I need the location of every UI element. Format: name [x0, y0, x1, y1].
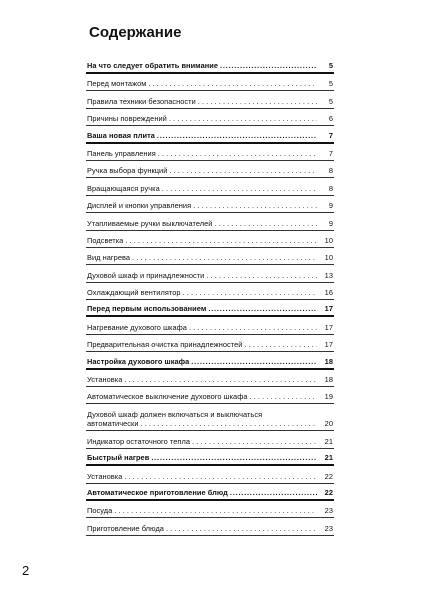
toc-page-number: 10 — [324, 235, 333, 245]
toc-entry-label — [87, 340, 317, 349]
toc-dot-leader — [208, 304, 317, 313]
toc-dot-leader — [249, 392, 317, 401]
toc-entry-label — [87, 219, 317, 228]
toc-entry-row[interactable] — [86, 248, 334, 265]
toc-dot-leader — [214, 219, 317, 228]
toc-entry-text: Приготовление блюда — [87, 523, 164, 533]
toc-dot-leader — [206, 271, 317, 280]
toc-dot-leader — [189, 323, 317, 332]
toc-entry-row[interactable] — [86, 109, 334, 126]
toc-section-row[interactable] — [86, 352, 334, 369]
toc-entry-label — [87, 253, 317, 262]
toc-entry-row[interactable] — [86, 265, 334, 282]
toc-page-number: 8 — [328, 166, 333, 176]
toc-page-number: 21 — [324, 453, 333, 463]
toc-entry-row[interactable] — [86, 431, 334, 448]
toc-entry-row[interactable] — [86, 387, 334, 404]
toc-entry-row[interactable] — [86, 91, 334, 108]
toc-page-number: 17 — [324, 322, 333, 332]
toc-entry-text: Охлаждающий вентилятор — [87, 288, 181, 298]
toc-entry-label — [87, 79, 317, 88]
toc-entry-text: Ваша новая плита — [87, 130, 155, 140]
toc-dot-leader — [183, 288, 317, 297]
toc-entry-label — [87, 97, 317, 106]
toc-dot-leader — [162, 184, 317, 193]
toc-entry-row[interactable] — [86, 466, 334, 483]
toc-dot-leader — [169, 114, 317, 123]
toc-page-number: 5 — [328, 61, 333, 70]
toc-entry-row[interactable] — [86, 213, 334, 230]
toc-dot-leader — [141, 419, 318, 428]
toc-entry-text: Вид нагрева — [87, 253, 131, 263]
toc-entry-text: Духовой шкаф и принадлежности — [87, 270, 205, 280]
toc-page-number: 23 — [324, 523, 333, 533]
toc-entry-row[interactable] — [86, 501, 334, 518]
toc-page-number: 5 — [328, 79, 333, 89]
toc-entry-label — [87, 472, 317, 481]
toc-entry-label — [87, 166, 317, 175]
toc-entry-text: Настройка духового шкафа — [87, 356, 190, 366]
toc-page-number: 13 — [324, 270, 333, 280]
toc-dot-leader — [244, 340, 317, 349]
toc-page-number: 17 — [324, 304, 333, 314]
toc-entry-text: На что следует обратить внимание — [87, 61, 219, 70]
toc-entry-text: Предварительная очистка принадлежностей — [87, 340, 243, 350]
toc-entry-label — [87, 323, 317, 332]
toc-entry-label — [87, 288, 317, 297]
toc-dot-leader — [166, 524, 317, 533]
toc-entry-text: Духовой шкаф должен включаться и выключаться — [87, 410, 263, 420]
toc-entry-text: Причины повреждений — [87, 114, 167, 124]
toc-dot-leader — [132, 253, 317, 262]
toc-entry-text: Утапливаемые ручки выключателей — [87, 218, 213, 228]
toc-entry-text: Нагревание духового шкафа — [87, 322, 187, 332]
toc-entry-row[interactable] — [86, 404, 334, 431]
toc-entry-label — [87, 114, 317, 123]
toc-section-row[interactable] — [86, 57, 334, 74]
toc-entry-row[interactable] — [86, 74, 334, 91]
toc-dot-leader — [158, 149, 317, 158]
toc-entry-row[interactable] — [86, 518, 334, 535]
toc-dot-leader — [230, 488, 317, 497]
toc-section-row[interactable] — [86, 300, 334, 317]
toc-entry-text: Посуда — [87, 506, 113, 516]
toc-entry-row[interactable] — [86, 231, 334, 248]
toc-entry-label — [87, 437, 317, 446]
toc-entry-label — [87, 304, 317, 313]
toc-page-number: 22 — [324, 487, 333, 497]
toc-entry-label — [87, 357, 317, 366]
toc-entry-label — [87, 61, 317, 70]
toc-page-number: 9 — [328, 218, 333, 228]
toc-entry-text: Быстрый нагрев — [87, 453, 150, 463]
toc-entry-text: Установка — [87, 471, 123, 481]
toc-page-number: 9 — [328, 201, 333, 211]
toc-entry-text: Ручка выбора функций — [87, 166, 168, 176]
toc-entry-label — [87, 201, 317, 210]
toc-page-number: 5 — [328, 96, 333, 106]
toc-entry-row[interactable] — [86, 144, 334, 161]
toc-dot-leader — [157, 131, 317, 140]
toc-entry-text: Подсветка — [87, 235, 124, 245]
toc-section-row[interactable] — [86, 126, 334, 143]
toc-entry-row[interactable] — [86, 196, 334, 213]
toc-section-row[interactable] — [86, 449, 334, 466]
toc-entry-row[interactable] — [86, 335, 334, 352]
toc-entry-label — [87, 392, 317, 401]
toc-dot-leader — [193, 201, 317, 210]
toc-entry-text: Установка — [87, 375, 123, 385]
toc-entry-text: Индикатор остаточного тепла — [87, 436, 190, 446]
toc-entry-text: Вращающаяся ручка — [87, 183, 160, 193]
toc-page-number: 7 — [328, 148, 333, 158]
toc-entry-label — [87, 236, 317, 245]
toc-page-number: 21 — [324, 436, 333, 446]
toc-page-number: 17 — [324, 340, 333, 350]
toc-page-number: 20 — [324, 419, 333, 429]
toc-dot-leader — [124, 375, 317, 384]
toc-page-number: 10 — [324, 253, 333, 263]
toc-page-number: 6 — [328, 114, 333, 124]
toc-entry-label — [87, 149, 317, 158]
toc-entry-label — [87, 524, 317, 533]
toc-entry-label — [87, 488, 317, 497]
toc-entry-text: Дисплей и кнопки управления — [87, 201, 192, 211]
toc-dot-leader — [220, 61, 317, 70]
page-title: Содержание — [89, 24, 182, 41]
toc-page-number: 19 — [324, 392, 333, 402]
toc-dot-leader — [125, 236, 317, 245]
page-number: 2 — [22, 563, 30, 578]
toc-page-number: 16 — [324, 288, 333, 298]
toc-entry-label — [87, 453, 317, 462]
toc-entry-text: Панель управления — [87, 148, 156, 158]
toc-dot-leader — [151, 453, 317, 462]
toc-page-number: 22 — [324, 471, 333, 481]
toc-entry-text: Перед первым использованием — [87, 304, 207, 314]
toc-dot-leader — [148, 79, 317, 88]
toc-dot-leader — [191, 357, 317, 366]
toc-entry-label — [87, 506, 317, 515]
toc-entry-row[interactable] — [86, 370, 334, 387]
toc-page-number: 18 — [324, 375, 333, 385]
table-of-contents — [86, 57, 334, 536]
toc-dot-leader — [198, 97, 317, 106]
toc-dot-leader — [192, 437, 317, 446]
toc-entry-text: Автоматическое приготовление блюд — [87, 487, 228, 497]
toc-entry-row[interactable] — [86, 283, 334, 300]
toc-entry-label — [87, 410, 317, 428]
toc-page-number: 18 — [324, 356, 333, 366]
toc-entry-row[interactable] — [86, 178, 334, 195]
toc-dot-leader — [114, 506, 317, 515]
toc-entry-text: Перед монтажом — [87, 79, 147, 89]
toc-entry-label — [87, 375, 317, 384]
toc-entry-text: Правила техники безопасности — [87, 96, 196, 106]
toc-entry-row[interactable] — [86, 317, 334, 334]
toc-entry-text-continued: автоматически — [87, 419, 139, 429]
toc-entry-label — [87, 271, 317, 280]
toc-entry-text: Автоматическое выключение духового шкафа — [87, 392, 248, 402]
toc-dot-leader — [169, 166, 317, 175]
toc-entry-label — [87, 184, 317, 193]
toc-entry-label — [87, 131, 317, 140]
toc-dot-leader — [124, 472, 317, 481]
toc-page-number: 8 — [328, 183, 333, 193]
toc-page-number: 23 — [324, 506, 333, 516]
toc-page-number: 7 — [328, 130, 333, 140]
toc-entry-row[interactable] — [86, 161, 334, 178]
toc-section-row[interactable] — [86, 484, 334, 501]
